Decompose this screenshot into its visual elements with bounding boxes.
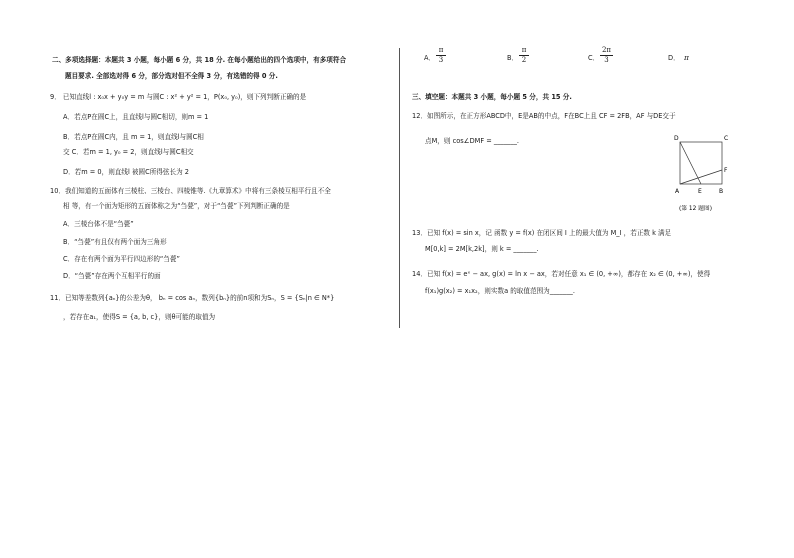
q11-stem-line2: ，若存在a₁，使得S = {a, b, c}，则θ可能的取值为 [63,313,216,321]
q13-stem-line1: 13．已知 f(x) = sin x，记 函数 y = f(x) 在闭区间 I 上的最大值为 M_I ，若正数 k 满足 [412,229,672,237]
segment-de [680,142,701,184]
q11-option-c-fraction [600,46,613,65]
q11-option-d-value: π [684,53,689,62]
q13-stem-line2: M[0,k] = 2M[k,2k]，则 k = _______. [425,245,539,253]
label-b: B [719,188,724,195]
q12-figure-caption: (第 12 题图) [679,206,712,212]
q11-option-b-fraction [519,46,529,65]
q11-option-c-numerator: 2π [601,46,612,54]
q11-option-c-denominator: 3 [604,55,609,64]
q14-stem-line1: 14．已知 f(x) = eˣ − ax, g(x) = ln x − ax，若对任意 x₁ ∈ (0, +∞)，都存在 x₂ ∈ (0, +∞)，使得 [412,270,711,278]
label-a: A [675,188,680,195]
q11-stem-line1: 11．已知等差数列{aₙ}的公差为θ， bₙ = cos aₙ，数列{bₙ}的前n项和为Sₙ，S = {Sₙ|n ∈ N*} [50,294,335,302]
q12-square-figure [664,128,736,216]
q11-option-a-denominator: 3 [438,55,444,64]
q14-stem-line2: f(x₁)g(x₂) = x₁x₂，则实数a 的取值范围为_______. [425,287,575,295]
square-abcd [680,142,722,184]
label-c: C [724,135,729,142]
q11-option-a-label: A． [424,54,436,62]
q10-option-c: C．存在有两个面为平行四边形的“刍甍” [63,255,180,263]
label-d: D [674,135,679,142]
q11-option-a-fraction [436,46,446,65]
q11-option-b-label: B． [507,54,519,62]
q9-option-a: A．若点P在圆C上，且直线l与圆C相切，则m = 1 [63,113,209,121]
q10-stem-line2: 相 等，有一个面为矩形的五面体称之为“刍甍”，对于“刍甍”下列判断正确的是 [63,202,290,210]
q10-option-a: A．三棱台体不是“刍甍” [63,220,134,228]
q9-option-d: D．若m = 0，则直线l 被圆C所得弦长为 2 [63,168,189,176]
label-f: F [724,167,728,174]
q10-option-d: D．“刍甍”存在两个互相平行的面 [63,272,161,280]
section2-header-line1: 二、多项选择题：本题共 3 小题，每小题 6 分，共 18 分. 在每小题给出的四个选项中，有多项符合 [52,56,347,64]
q12-stem-line2: 点M，则 cos∠DMF = _______. [425,137,520,145]
q10-option-b: B．“刍甍”有且仅有两个面为三角形 [63,238,167,246]
q11-option-d-label: D． [668,54,680,62]
q9-option-b-line2: 交 C．若m = 1, y₀ = 2，则直线l与圆C相交 [63,148,194,156]
label-e: E [698,188,702,195]
q10-stem-line1: 10．我们知道的五面体有三棱柱、三棱台、四棱锥等.《九章算术》中将有三条棱互相平行且不全 [50,187,331,195]
q9-stem: 9． 已知直线l : x₀x + y₀y = m 与圆C : x² + y² = 1，P(x₀, y₀)，则下列判断正确的是 [50,93,307,101]
section3-header: 三、填空题：本题共 3 小题，每小题 5 分，共 15 分. [412,93,572,101]
q12-stem-line1: 12．如图所示，在正方形ABCD中，E是AB的中点，F在BC上且 CF = 2FB，AF 与DE交于 [412,112,676,120]
q11-option-b-numerator: π [519,46,529,56]
q11-option-b-denominator: 2 [521,55,527,64]
segment-af [680,170,722,184]
q9-option-b-line1: B．若点P在圆C内，且 m = 1，则直线l与圆C相 [63,133,204,141]
q11-option-a-numerator: π [436,46,446,56]
column-divider [399,48,400,328]
section2-header-line2: 题目要求. 全部选对得 6 分，部分选对但不全得 3 分，有选错的得 0 分. [65,72,278,80]
q11-option-c-label: C． [588,54,600,62]
